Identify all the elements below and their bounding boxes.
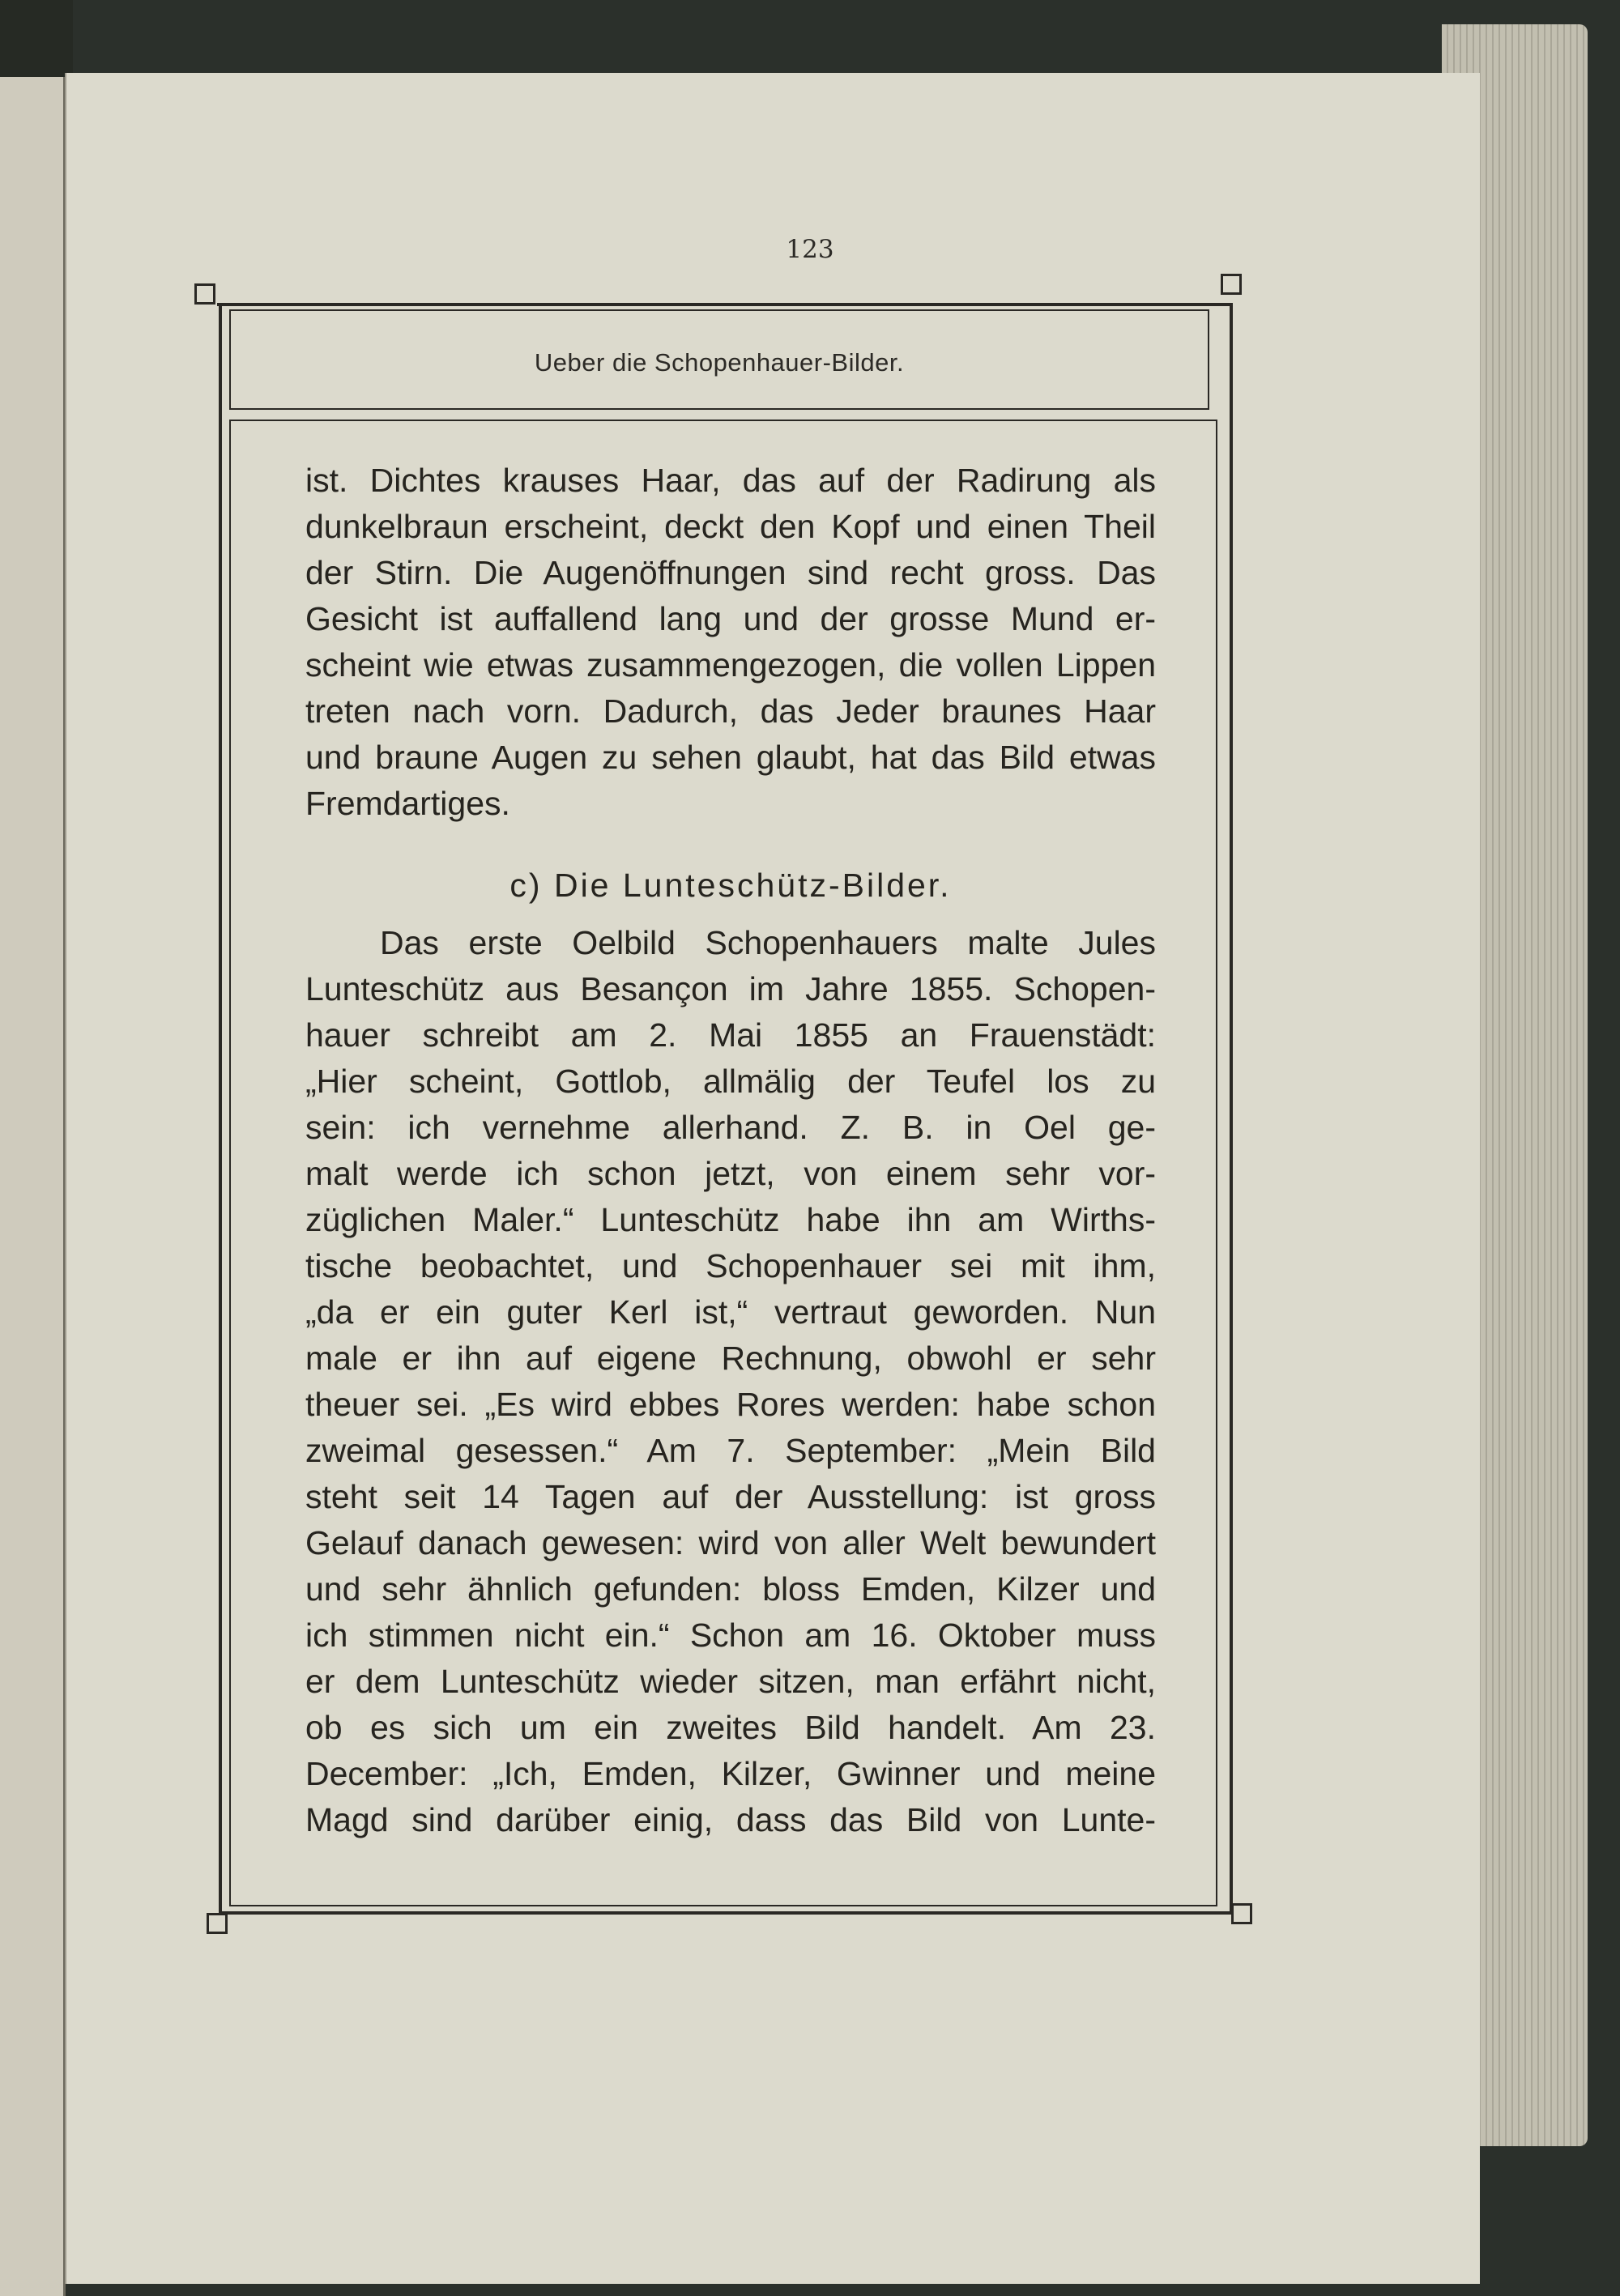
text-line: ich stimmen nicht ein.“ Schon am 16. Oktober muss bbox=[305, 1617, 1156, 1654]
text-line: züglichen Maler.“ Lunteschütz habe ihn am Wirths- bbox=[305, 1201, 1156, 1238]
text-line: zweimal gesessen.“ Am 7. September: „Mein Bild bbox=[305, 1432, 1156, 1469]
text-line: ob es sich um ein zweites Bild handelt. Am 23. bbox=[305, 1709, 1156, 1746]
text-line: Das erste Oelbild Schopenhauers malte Jules bbox=[380, 924, 1156, 961]
text-line: male er ihn auf eigene Rechnung, obwohl er sehr bbox=[305, 1340, 1156, 1377]
text-line: er dem Lunteschütz wieder sitzen, man erfährt nicht, bbox=[305, 1663, 1156, 1700]
frame-corner-top-right bbox=[1221, 274, 1242, 295]
text-line: Gelauf danach gewesen: wird von aller Welt bewundert bbox=[305, 1524, 1156, 1561]
text-line: hauer schreibt am 2. Mai 1855 an Frauenstädt: bbox=[305, 1016, 1156, 1054]
text-line: und braune Augen zu sehen glaubt, hat das Bild etwas bbox=[305, 739, 1156, 776]
text-line: treten nach vorn. Dadurch, das Jeder braunes Haar bbox=[305, 692, 1156, 730]
paragraph-2 bbox=[305, 920, 1156, 1843]
text-line: Lunteschütz aus Besançon im Jahre 1855. Schopen- bbox=[305, 970, 1156, 1007]
text-line: tische beobachtet, und Schopenhauer sei mit ihm, bbox=[305, 1247, 1156, 1284]
frame-corner-bottom-left bbox=[207, 1913, 228, 1934]
frame-bottom-line bbox=[219, 1911, 1239, 1915]
text-line: „da er ein guter Kerl ist,“ vertraut geworden. Nun bbox=[305, 1293, 1156, 1331]
text-line: steht seit 14 Tagen auf der Ausstellung: ist gross bbox=[305, 1478, 1156, 1515]
text-line: sein: ich vernehme allerhand. Z. B. in Oel ge- bbox=[305, 1109, 1156, 1146]
text-line: „Hier scheint, Gottlob, allmälig der Teufel los zu bbox=[305, 1063, 1156, 1100]
paragraph-1 bbox=[305, 458, 1156, 827]
frame-left-line bbox=[219, 303, 222, 1915]
text-line: der Stirn. Die Augenöffnungen sind recht gross. Das bbox=[305, 554, 1156, 591]
text-line: scheint wie etwas zusammengezogen, die vollen Lippen bbox=[305, 646, 1156, 684]
text-line: malt werde ich schon jetzt, von einem sehr vor- bbox=[305, 1155, 1156, 1192]
page-number: 123 bbox=[786, 235, 834, 264]
running-header: Ueber die Schopenhauer-Bilder. bbox=[534, 348, 905, 377]
text-line: theuer sei. „Es wird ebbes Rores werden: habe schon bbox=[305, 1386, 1156, 1423]
text-line: ist. Dichtes krauses Haar, das auf der Radirung als bbox=[305, 462, 1156, 499]
text-line: December: „Ich, Emden, Kilzer, Gwinner und meine bbox=[305, 1755, 1156, 1792]
text-line: und sehr ähnlich gefunden: bloss Emden, Kilzer und bbox=[305, 1570, 1156, 1608]
text-line: dunkelbraun erscheint, deckt den Kopf und einen Theil bbox=[305, 508, 1156, 545]
facing-page-edge bbox=[0, 77, 66, 2296]
text-line: Fremdartiges. bbox=[305, 785, 510, 822]
text-line: Magd sind darüber einig, dass das Bild von Lunte- bbox=[305, 1801, 1156, 1838]
frame-top-line bbox=[217, 303, 1230, 306]
section-heading: c) Die Lunteschütz-Bilder. bbox=[509, 867, 952, 904]
frame-corner-top-left bbox=[194, 283, 215, 305]
frame-corner-bottom-right bbox=[1231, 1903, 1252, 1924]
text-line: Gesicht ist auffallend lang und der grosse Mund er- bbox=[305, 600, 1156, 637]
frame-right-line bbox=[1230, 303, 1233, 1915]
